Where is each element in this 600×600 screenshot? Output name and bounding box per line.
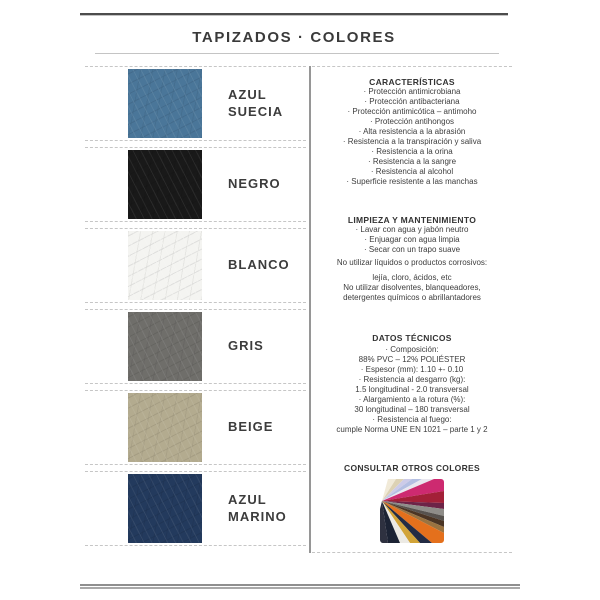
swatch-row-azul-marino bbox=[85, 471, 306, 546]
section-heading: CONSULTAR OTROS COLORES bbox=[344, 463, 480, 473]
color-swatch bbox=[128, 474, 202, 543]
section-lines bbox=[312, 225, 512, 303]
swatch-label: AZUL MARINO bbox=[228, 491, 287, 524]
bottom-rule bbox=[80, 584, 520, 589]
text-line: · Resistencia a la sangre bbox=[367, 157, 457, 166]
swatch-label: AZUL SUECIA bbox=[228, 86, 284, 119]
text-line: · Protección antimicrobiana bbox=[363, 87, 461, 96]
section-limpieza bbox=[312, 215, 512, 303]
section-lines bbox=[312, 87, 512, 187]
text-line: · Lavar con agua y jabón neutro bbox=[355, 225, 469, 234]
section-caracteristicas bbox=[312, 67, 512, 187]
text-line: · Enjuagar con agua limpia bbox=[364, 235, 460, 244]
text-line: · Resistencia al desgarro (kg): bbox=[358, 375, 466, 384]
color-swatch bbox=[128, 393, 202, 462]
section-heading: CARACTERÍSTICAS bbox=[369, 77, 455, 87]
color-swatch bbox=[128, 150, 202, 219]
section-heading: DATOS TÉCNICOS bbox=[372, 333, 452, 343]
text-line: · Superficie resistente a las manchas bbox=[346, 177, 478, 186]
text-line: detergentes químicos o abrillantadores bbox=[343, 293, 481, 302]
text-line: · Resistencia a la orina bbox=[371, 147, 453, 156]
swatch-column bbox=[85, 66, 306, 546]
swatch-label: BLANCO bbox=[228, 257, 290, 273]
text-line: · Protección antihongos bbox=[369, 117, 455, 126]
text-line: · Protección antibacteriana bbox=[364, 97, 460, 106]
swatch-row-negro bbox=[85, 147, 306, 222]
text-line: · Resistencia al fuego: bbox=[372, 415, 452, 424]
column-divider bbox=[309, 66, 311, 553]
text-line: No utilizar líquidos o productos corrosivos: bbox=[336, 258, 488, 267]
text-line: · Alta resistencia a la abrasión bbox=[358, 127, 466, 136]
section-datos bbox=[312, 333, 512, 435]
text-line: No utilizar disolventes, blanqueadores, bbox=[343, 283, 481, 292]
swatch-label: NEGRO bbox=[228, 176, 281, 192]
section-heading: LIMPIEZA Y MANTENIMIENTO bbox=[347, 215, 477, 225]
text-line: · Espesor (mm): 1.10 +- 0.10 bbox=[360, 365, 464, 374]
color-swatch bbox=[128, 69, 202, 138]
fabric-samples-image bbox=[380, 479, 444, 543]
color-swatch bbox=[128, 312, 202, 381]
text-line: · Resistencia al alcohol bbox=[370, 167, 454, 176]
text-line: · Protección antimicótica – antimoho bbox=[347, 107, 477, 116]
swatch-row-azul-suecia bbox=[85, 66, 306, 141]
top-rule bbox=[80, 13, 508, 15]
color-swatch bbox=[128, 231, 202, 300]
swatch-row-gris bbox=[85, 309, 306, 384]
text-line: 30 longitudinal – 180 transversal bbox=[354, 405, 470, 414]
text-line: lejía, cloro, ácidos, etc bbox=[372, 273, 452, 282]
section-otros-colores bbox=[312, 463, 512, 543]
info-column bbox=[312, 66, 512, 553]
swatch-row-blanco bbox=[85, 228, 306, 303]
title-underline bbox=[95, 53, 499, 54]
swatch-label: BEIGE bbox=[228, 419, 274, 435]
text-line: · Composición: bbox=[385, 345, 439, 354]
section-lines bbox=[312, 345, 512, 435]
page-title: TAPIZADOS · COLORES bbox=[192, 29, 396, 46]
text-line: 88% PVC – 12% POLIÉSTER bbox=[358, 355, 466, 364]
text-line: cumple Norma UNE EN 1021 – parte 1 y 2 bbox=[336, 425, 488, 434]
text-line: · Secar con un trapo suave bbox=[363, 245, 461, 254]
text-line: · Alargamiento a la rotura (%): bbox=[358, 395, 466, 404]
text-line: · Resistencia a la transpiración y saliva bbox=[342, 137, 482, 146]
swatch-label: GRIS bbox=[228, 338, 264, 354]
text-line: 1.5 longitudinal - 2.0 transversal bbox=[355, 385, 469, 394]
swatch-row-beige bbox=[85, 390, 306, 465]
